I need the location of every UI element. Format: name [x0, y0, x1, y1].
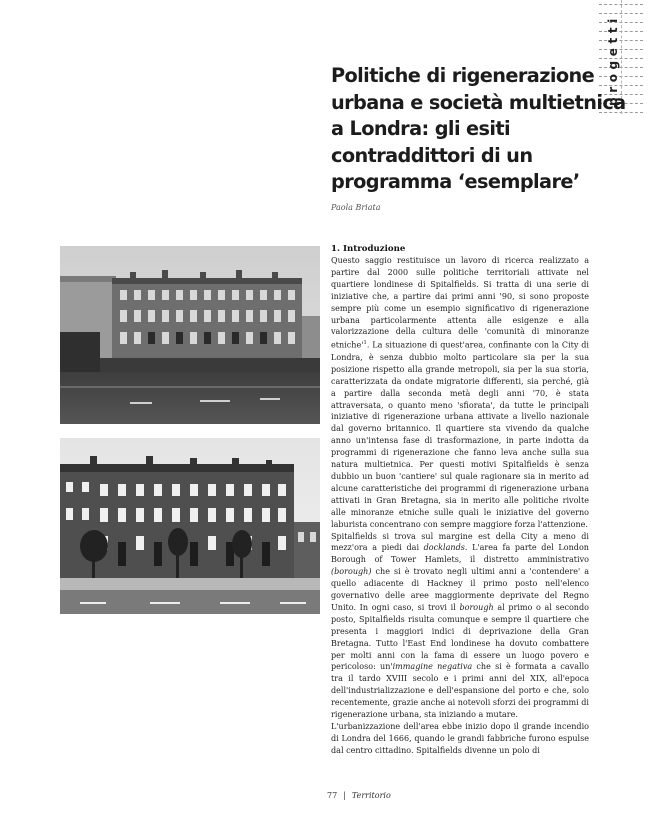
- photo-terraced-houses-after: [60, 438, 320, 614]
- footer-section-name: Territorio: [351, 791, 391, 800]
- photo-terraced-houses-before: [60, 246, 320, 424]
- article-title: Politiche di rigenerazione urbana e società multietnica a Londra: gli esiti contraddittori di un programma ‘esemplare’: [331, 64, 626, 194]
- footer-separator: |: [343, 791, 346, 800]
- section-heading: 1. Introduzione: [331, 244, 406, 254]
- paragraph-run: che si è trovato negli ultimi anni a 'contendere' a quello adiacente di Hackney il primo posto nell'elenco governativo delle aree maggiormente deprivate del Regno Unito. In ogni caso, si trovi il: [331, 567, 589, 612]
- body-paragraph: [331, 531, 589, 722]
- paragraph-run: al primo o al secondo posto, Spitalfields risulta comunque e sempre il quartiere che presenta i maggiori indici di deprivazione della Gran Bretagna. Tutto l'East End londinese ha dovuto combattere per molti anni con la fama di essere un luogo povero e pericoloso: un': [331, 602, 589, 672]
- section-tab-label: progetti: [606, 14, 620, 106]
- paragraph-run: . La situazione di quest'area, confinante con la City di Londra, è senza dubbio molto particolare sia per la sua posizione rispetto alla grande metropoli, sia per la sua storia, caratterizzata da ondate migratorie differenti, sia perché, già a partire dalla seconda metà degli anni '70, è stata attraversata, o quanto meno 'sfiorata', da tutte le principali iniziative di rigenerazione urbana attivate a livello nazionale dal governo britannico. Il quartiere sta vivendo da qualche anno un'intensa fase di trasformazione, in parte indotta da programmi di rigenerazione che fanno leva anche sulla sua natura multietnica. Per questi motivi Spitalfields è senza dubbio un buon 'cantiere' sul quale ragionare sia in merito ad alcune caratteristiche dei programmi di rigenerazione urbana attivati in Gran Bretagna, sia in merito alle politiche rivolte alle minoranze etniche sulle quali le iniziative del governo laburista concentrano con sempre maggiore forza l'attenzione.: [331, 341, 589, 529]
- paragraph-run: immagine negativa: [392, 662, 473, 672]
- paragraph-run: borough: [459, 602, 494, 612]
- paragraph-run: Spitalfields si trova sul margine est della City a meno di mezz'ora a piedi dai: [331, 531, 589, 553]
- body-paragraph: [331, 721, 589, 757]
- paragraph-run: (borough): [331, 567, 372, 577]
- paragraph-run: che si è formata a cavallo tra il tardo XVIII secolo e i primi anni del XIX, all'epoca dell'industrializzazione e dell'espansione del porto e che, solo recentemente, grazie anche ai notevoli sforzi dei programmi di rigenerazione urbana, sta iniziando a mutare.: [331, 662, 589, 720]
- article-body: [331, 255, 589, 757]
- page-number: 77: [327, 791, 338, 800]
- page-footer: [327, 791, 391, 800]
- article-author: Paola Briata: [331, 203, 381, 212]
- body-paragraph: [331, 255, 589, 531]
- paragraph-run: . L'area fa parte del London Borough of Tower Hamlets, il distretto amministrativo: [331, 543, 589, 565]
- paragraph-run: Questo saggio restituisce un lavoro di ricerca realizzato a partire dal 2000 sulle politiche territoriali attivate nel quartiere londinese di Spitalfields. Si tratta di una serie di iniziative che, a partire dai primi anni '90, si sono proposte sempre più come un esempio significativo di rigenerazione urbana particolarmente attenta alle esigenze e alla valorizzazione della cultura delle 'comunità di minoranze etniche': [331, 256, 589, 351]
- paragraph-run: docklands: [423, 543, 465, 553]
- footnote-ref: 1: [363, 340, 367, 347]
- paragraph-run: L'urbanizzazione dell'area ebbe inizio dopo il grande incendio di Londra del 1666, quando le grandi fabbriche furono espulse dal centro cittadino. Spitalfields divenne un polo di: [331, 722, 589, 755]
